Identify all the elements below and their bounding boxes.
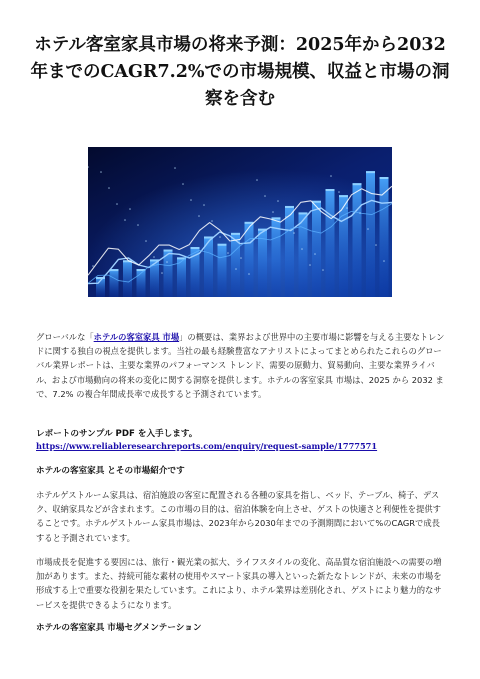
hero-bar-cap <box>339 195 348 197</box>
hero-sparkle <box>301 248 303 250</box>
hero-sparkle <box>219 236 221 238</box>
hero-sparkle <box>211 220 213 222</box>
hero-sparkle <box>137 224 139 226</box>
hero-sparkle <box>108 187 110 189</box>
hero-sparkle <box>92 265 94 267</box>
hero-sparkle <box>338 191 340 193</box>
hero-sparkle <box>161 272 163 274</box>
hero-sparkle <box>174 167 176 169</box>
hero-bar <box>218 244 227 297</box>
intro-text-rest: 」の概要は、業界および世界中の主要市場に影響を与える主要なトレンドに関する独自の視点を提供します。当社の最も経験豊富なアナリストによってまとめられたこれらのグローバル業界レポートは、主要な業界のパフォーマンス トレンド、需要の原動力、貿易動向、主要な業界ライバル、および市場動向の将来の変化に関する洞察を提供します。ホテルの客室家具 市場は、2025 から 2032 まで、7.2% の複合年間成長率で成長すると予測されています。 <box>36 332 445 399</box>
hero-sparkle <box>346 207 348 209</box>
hero-sparkle <box>375 244 377 246</box>
hero-bar <box>285 206 294 297</box>
sample-label: レポートのサンプル PDF を入手します。 <box>36 429 198 439</box>
hero-bar-cap <box>380 177 389 179</box>
hero-bar <box>110 269 119 297</box>
market-link[interactable]: ホテルの客室家具 市場 <box>93 332 180 342</box>
hero-sparkle <box>285 216 287 218</box>
hero-sparkle <box>293 232 295 234</box>
hero-sparkle <box>235 268 237 270</box>
hero-bar-cap <box>272 217 281 219</box>
hero-sparkle <box>124 219 126 221</box>
hero-sparkle <box>277 200 279 202</box>
hero-bar <box>312 201 321 297</box>
hero-sparkle <box>248 273 250 275</box>
hero-sparkle <box>129 208 131 210</box>
hero-bar-cap <box>164 250 173 252</box>
section-heading-intro: ホテルの客室家具 とその市場紹介です <box>36 466 185 476</box>
hero-sparkle <box>166 261 168 263</box>
hero-bar <box>366 171 375 297</box>
hero-sparkle <box>314 253 316 255</box>
market-description-paragraph: ホテルゲストルーム家具は、宿泊施設の客室に配置される各種の家具を指し、ベッド、テーブル、椅子、デスク、収納家具などが含まれます。この市場の目的は、宿泊体験を向上させ、ゲストの快適さと利便性を提供することです。ホテルゲストルーム家具市場は、2023年から2030年までの予測期間において%のCAGRで成長すると予測されています。 <box>36 490 441 543</box>
growth-factors-paragraph: 市場成長を促進する要因には、旅行・観光業の拡大、ライフスタイルの変化、高品質な宿泊施設への需要の増加があります。また、持続可能な素材の使用やスマート家具の導入といった新たなトレンドが、未来の市場を形成する上で重要な役割を果たしています。これにより、ホテル業界は差別化され、ゲストにより魅力的なサービスを提供できるようになります。 <box>36 557 442 610</box>
hero-sparkle <box>330 175 332 177</box>
hero-sparkle <box>116 203 118 205</box>
hero-sparkle <box>272 211 274 213</box>
hero-bar-cap <box>312 201 321 203</box>
hero-sparkle <box>145 240 147 242</box>
hero-sparkle <box>100 171 102 173</box>
hero-sparkle <box>322 269 324 271</box>
hero-sparkle <box>203 204 205 206</box>
hero-bar-cap <box>218 244 227 246</box>
hero-sparkle <box>153 256 155 258</box>
hero-sparkle <box>227 252 229 254</box>
hero-bar-cap <box>285 206 294 208</box>
hero-sparkle <box>190 199 192 201</box>
intro-paragraph <box>36 330 446 401</box>
hero-bar-cap <box>191 247 200 249</box>
hero-bar <box>326 189 335 297</box>
hero-sparkle <box>383 260 385 262</box>
sample-request-link[interactable]: https://www.reliableresearchreports.com/enquiry/request-sample/1777571 <box>36 441 378 451</box>
hero-image <box>88 147 392 297</box>
hero-sparkle <box>367 228 369 230</box>
hero-sparkle <box>309 264 311 266</box>
hero-bar <box>299 212 308 297</box>
hero-bar-cap <box>231 233 240 235</box>
hero-sparkle <box>198 215 200 217</box>
hero-sparkle <box>256 179 258 181</box>
hero-bar-cap <box>326 189 335 191</box>
page-title: ホテル客室家具市場の将来予測：2025年から2032年までのCAGR7.2%での市場規模、収益と市場の洞察を含む <box>30 35 450 109</box>
hero-sparkle <box>182 183 184 185</box>
hero-bar <box>353 183 362 297</box>
hero-sparkle <box>359 212 361 214</box>
hero-bar <box>245 222 254 297</box>
intro-text-start: グローバルな「 <box>36 332 94 342</box>
hero-sparkle <box>240 257 242 259</box>
section-heading-segmentation: ホテルの客室家具 市場セグメンテーション <box>36 623 202 633</box>
hero-bar-cap <box>353 183 362 185</box>
hero-bar-cap <box>366 171 375 173</box>
hero-bar <box>123 260 132 297</box>
hero-sparkle <box>264 195 266 197</box>
hero-bar-cap <box>299 212 308 214</box>
